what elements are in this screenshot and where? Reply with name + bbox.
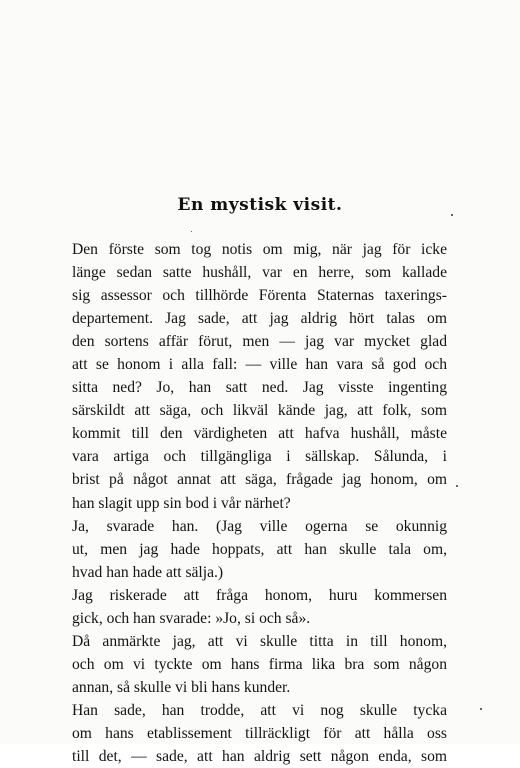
text-line: Den förste som tog notis om mig, när jag för icke	[72, 241, 447, 258]
text-line: Ja, svarade han. (Jag ville ogerna se okunnig	[72, 517, 447, 535]
text-line: om hans etablissement tillräckligt för att hålla oss	[72, 724, 447, 742]
print-speck	[480, 708, 482, 710]
text-line: sitta ned? Jo, han satt ned. Jag visste ingenting	[72, 379, 447, 397]
paragraph	[39, 630, 447, 699]
body-text	[39, 238, 447, 768]
text-line: till det, — sade, att han aldrig sett någon enda, som	[72, 748, 447, 766]
text-line: Då anmärkte jag, att vi skulle titta in till honom,	[72, 632, 447, 650]
text-line: att se honom i alla fall: — ville han vara så god och	[72, 356, 447, 374]
chapter-title: En mystisk visit.	[177, 195, 343, 215]
paragraph	[39, 238, 447, 515]
print-speck	[451, 214, 453, 216]
paragraph	[39, 699, 447, 768]
text-line: annan, så skulle vi bli hans kunder.	[72, 678, 291, 696]
print-speck	[456, 485, 458, 487]
text-line: kommit till den värdigheten att hafva hushåll, måste	[72, 425, 447, 443]
text-line: den sortens affär förut, men — jag var mycket glad	[72, 333, 447, 351]
text-line: Jag riskerade att fråga honom, huru kommersen	[72, 586, 447, 604]
text-line: Han sade, han trodde, att vi nog skulle tycka	[72, 701, 447, 719]
text-line: och om vi tyckte om hans firma lika bra som någon	[72, 655, 447, 673]
paragraph	[39, 584, 447, 630]
text-line: särskildt att säga, och likväl kände jag, att folk, som	[72, 402, 447, 420]
text-line: departement. Jag sade, att jag aldrig hört talas om	[72, 310, 447, 328]
text-line: ut, men jag hade hoppats, att han skulle tala om,	[72, 540, 447, 558]
text-line: gick, och han svarade: »Jo, si och så».	[72, 609, 311, 627]
paragraph	[39, 515, 447, 584]
print-speck	[191, 231, 192, 232]
text-line: länge sedan satte hushåll, var en herre, som kallade	[72, 264, 447, 282]
text-line: hvad han hade att sälja.)	[72, 563, 224, 581]
text-line: brist på något annat att säga, frågade jag honom, om	[72, 471, 447, 489]
text-line: vara artiga och tillgängliga i sällskap. Sålunda, i	[72, 448, 447, 466]
text-line: han slagit upp sin bod i vår närhet?	[72, 494, 291, 512]
text-line: sig assessor och tillhörde Förenta Staternas taxerings-	[72, 287, 447, 305]
